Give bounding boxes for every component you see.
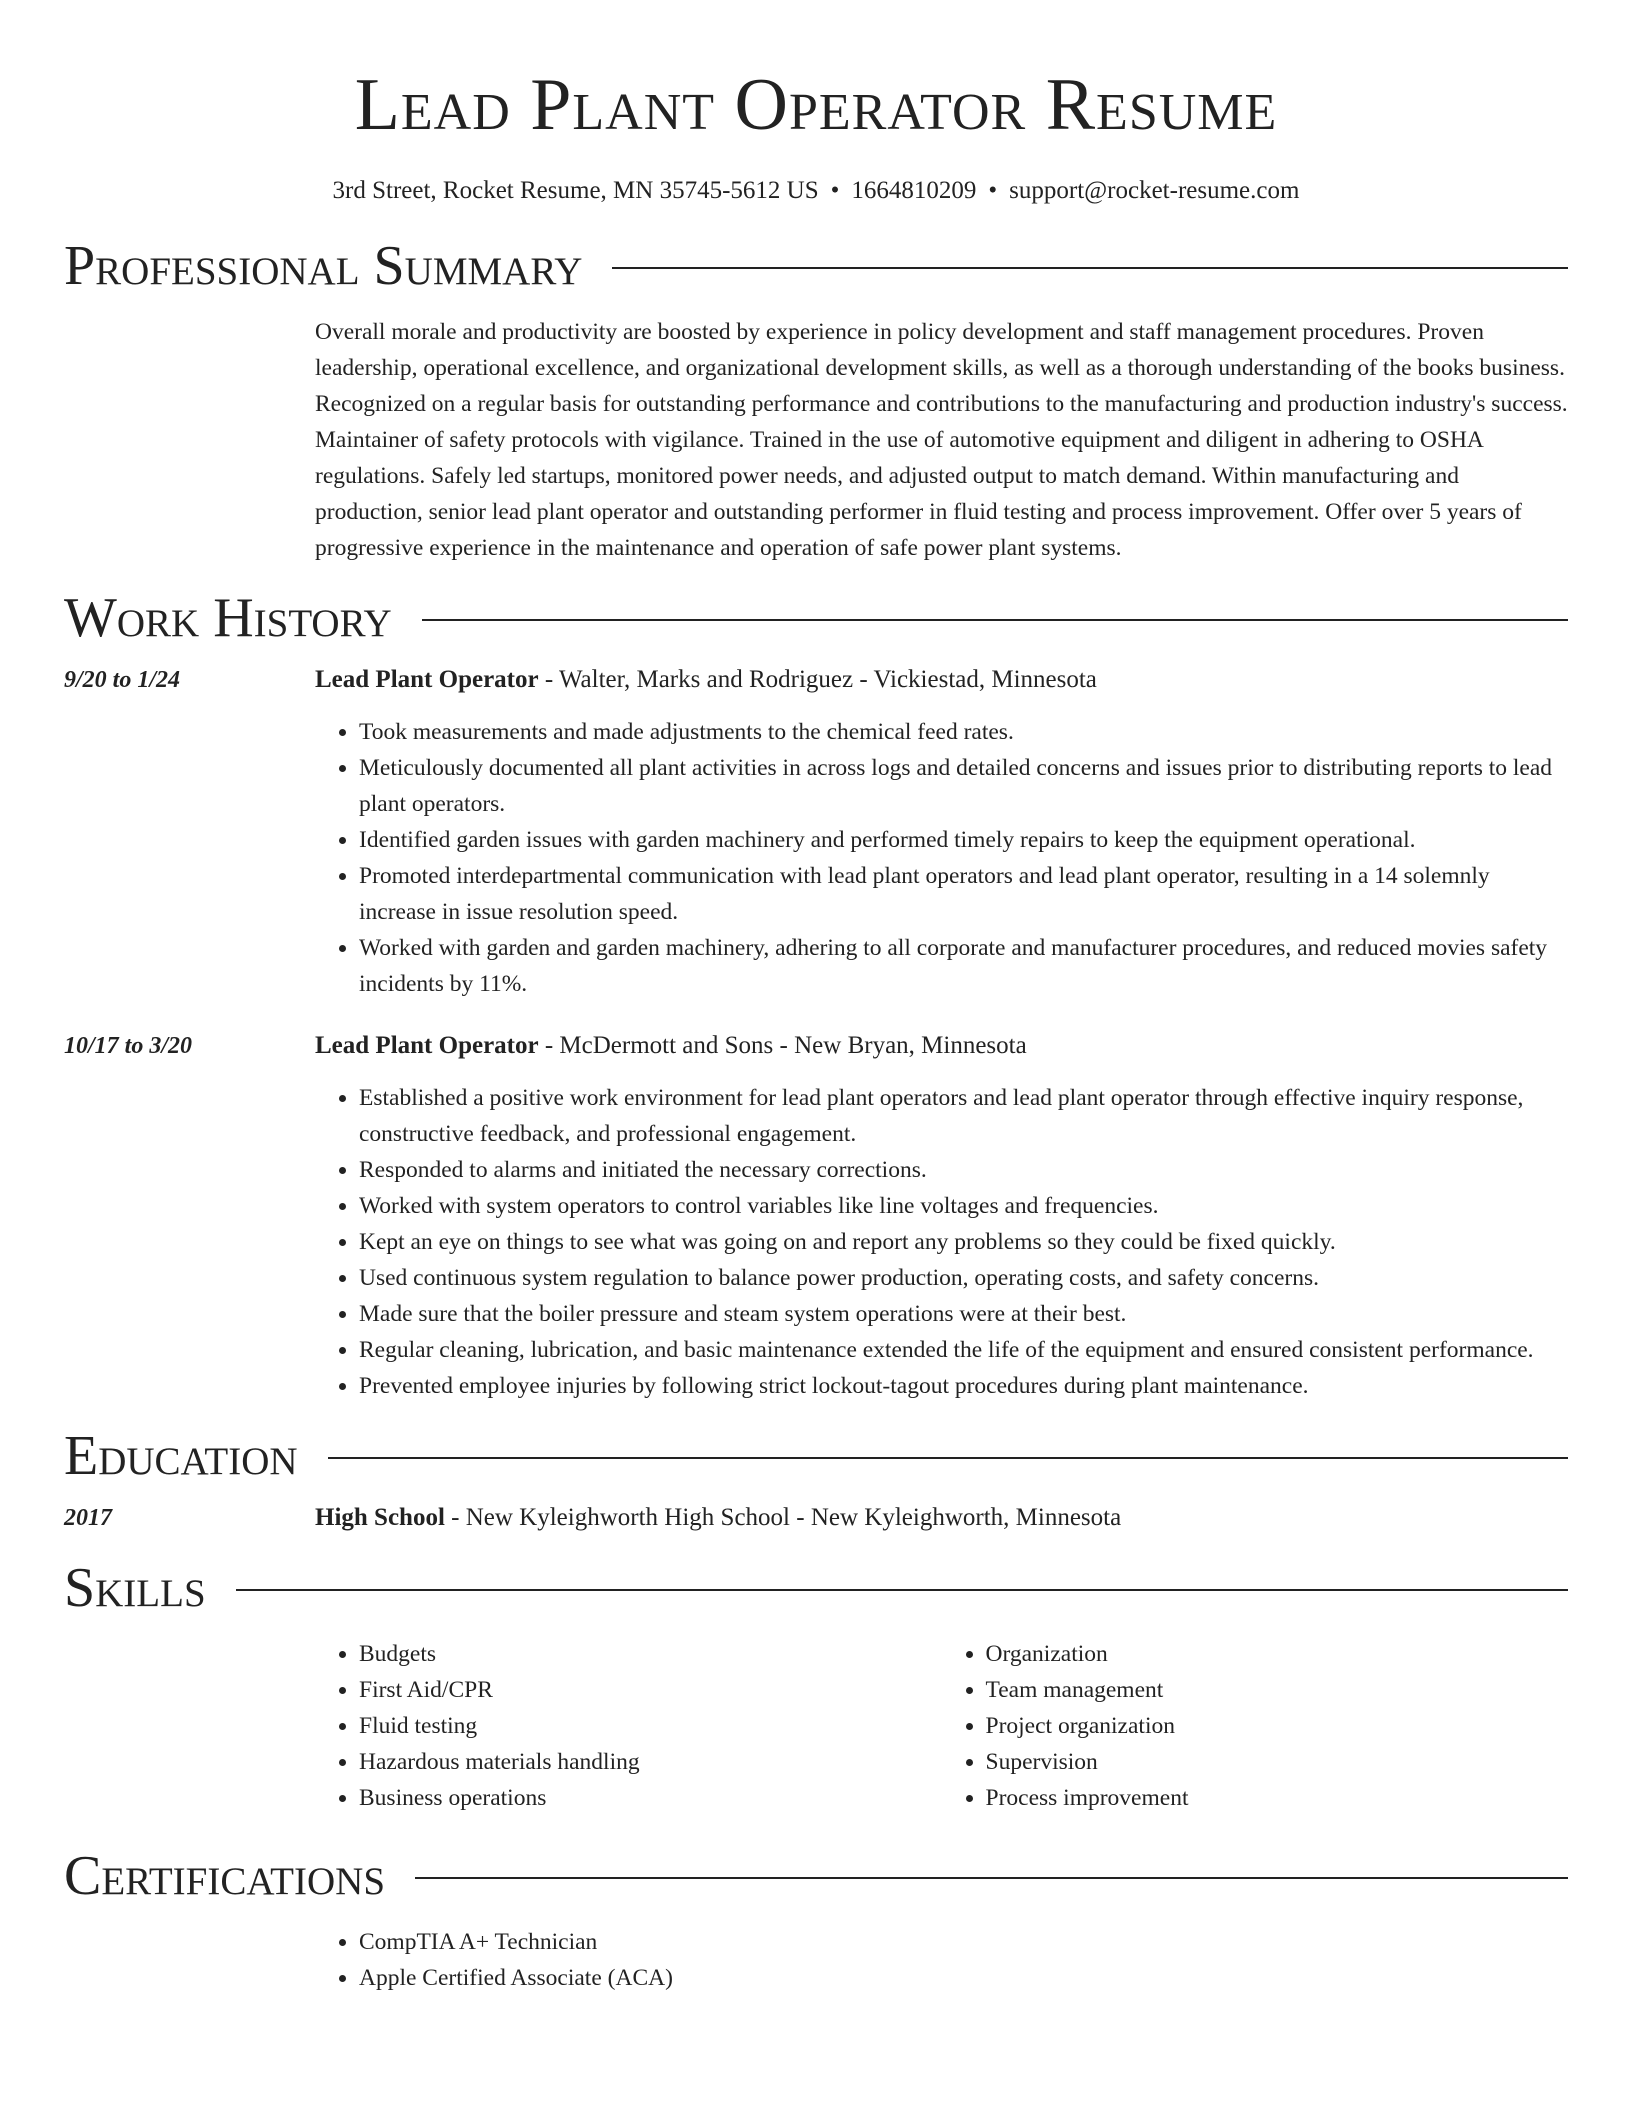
section-divider — [422, 619, 1568, 621]
section-heading-education — [64, 1424, 1568, 1488]
job-bullet: • Established a positive work environment for lead plant operators and lead plant operator through effective inquiry response, constructive feedback, and professional engagement. — [359, 1080, 1568, 1152]
skill-item: • Project organization — [986, 1708, 1569, 1744]
section-heading-skills — [64, 1556, 1568, 1620]
resume-title: Lead Plant Operator Resume — [354, 64, 1278, 146]
section-title: Work History — [64, 587, 392, 649]
skill-item: • Fluid testing — [359, 1708, 942, 1744]
education-header — [315, 1500, 1568, 1536]
section-divider — [236, 1589, 1568, 1591]
resume-page — [64, 0, 1568, 1996]
skill-item: • First Aid/CPR — [359, 1672, 942, 1708]
job-bullet: • Kept an eye on things to see what was going on and report any problems so they could be fixed quickly. — [359, 1224, 1568, 1260]
job-role: Lead Plant Operator — [315, 1032, 539, 1059]
section-heading-certifications — [64, 1844, 1568, 1908]
certification-item: • Apple Certified Associate (ACA) — [359, 1960, 1568, 1996]
job-dates: 9/20 to 1/24 — [64, 667, 181, 693]
job-header — [315, 1028, 1568, 1064]
job-bullet: • Worked with garden and garden machinery, adhering to all corporate and manufacturer procedures, and reduced movies safety incidents by 11%. — [359, 930, 1568, 1002]
job-bullet: • Meticulously documented all plant activities in across logs and detailed concerns and issues prior to distributing reports to lead plant operators. — [359, 750, 1568, 822]
job-bullet: • Responded to alarms and initiated the necessary corrections. — [359, 1152, 1568, 1188]
job-bullets — [315, 1080, 1568, 1404]
section-title: Skills — [64, 1557, 206, 1619]
job-bullet: • Worked with system operators to control variables like line voltages and frequencies. — [359, 1188, 1568, 1224]
education-year: 2017 — [64, 1505, 112, 1531]
skill-item: • Hazardous materials handling — [359, 1744, 942, 1780]
skill-item: • Organization — [986, 1636, 1569, 1672]
education-entry — [64, 1500, 1568, 1536]
contact-line — [64, 176, 1568, 206]
section-title: Certifications — [64, 1845, 386, 1907]
skills-list-right — [942, 1636, 1569, 1816]
certifications-list — [315, 1924, 1568, 1996]
job-role: Lead Plant Operator — [315, 666, 539, 693]
section-divider — [612, 267, 1568, 269]
job-bullets — [315, 714, 1568, 1002]
job-body — [315, 1028, 1568, 1404]
contact-email[interactable]: support@rocket-resume.com — [1009, 177, 1300, 204]
job-header — [315, 662, 1568, 698]
education-body — [315, 1500, 1568, 1536]
skill-item: • Business operations — [359, 1780, 942, 1816]
contact-separator: • — [830, 177, 840, 204]
education-details: - New Kyleighworth High School - New Kyleighworth, Minnesota — [444, 1504, 1122, 1531]
skill-item: • Process improvement — [986, 1780, 1569, 1816]
job-entry — [64, 662, 1568, 1002]
job-bullet: • Promoted interdepartmental communication with lead plant operators and lead plant operator, resulting in a 14 solemnly increase in issue resolution speed. — [359, 858, 1568, 930]
section-title: Professional Summary — [64, 235, 583, 297]
contact-address: 3rd Street, Rocket Resume, MN 35745-5612 US — [332, 177, 819, 204]
section-title: Education — [64, 1425, 298, 1487]
section-heading-work-history — [64, 586, 1568, 650]
skill-item: • Budgets — [359, 1636, 942, 1672]
job-bullet: • Used continuous system regulation to balance power production, operating costs, and safety concerns. — [359, 1260, 1568, 1296]
education-degree: High School — [315, 1504, 445, 1531]
section-divider — [415, 1877, 1568, 1879]
contact-phone: 1664810209 — [851, 177, 977, 204]
job-entry — [64, 1028, 1568, 1404]
skill-item: • Team management — [986, 1672, 1569, 1708]
job-dates: 10/17 to 3/20 — [64, 1033, 193, 1059]
skill-item: • Supervision — [986, 1744, 1569, 1780]
summary-text: Overall morale and productivity are boosted by experience in policy development and staff management procedures. Proven leadership, operational excellence, and organizational development skills, as well as a thorough understanding of the books business. Recognized on a regular basis for outstanding performance and contributions to the manufacturing and production industry's success. Maintainer of safety protocols with vigilance. Trained in the use of automotive equipment and diligent in adhering to OSHA regulations. Safely led startups, monitored power needs, and adjusted output to match demand. Within manufacturing and production, senior lead plant operator and outstanding performer in fluid testing and process improvement. Offer over 5 years of progressive experience in the maintenance and operation of safe power plant systems. — [315, 319, 1568, 561]
certification-item: • CompTIA A+ Technician — [359, 1924, 1568, 1960]
skills-columns — [315, 1636, 1568, 1816]
job-details: - Walter, Marks and Rodriguez - Vickiestad, Minnesota — [538, 666, 1097, 693]
job-bullet: • Regular cleaning, lubrication, and basic maintenance extended the life of the equipment and ensured consistent performance. — [359, 1332, 1568, 1368]
job-details: - McDermott and Sons - New Bryan, Minnesota — [538, 1032, 1027, 1059]
job-bullet: • Made sure that the boiler pressure and steam system operations were at their best. — [359, 1296, 1568, 1332]
job-bullet: • Took measurements and made adjustments to the chemical feed rates. — [359, 714, 1568, 750]
section-divider — [328, 1457, 1568, 1459]
job-body — [315, 662, 1568, 1002]
skills-list-left — [315, 1636, 942, 1816]
job-bullet: • Prevented employee injuries by following strict lockout-tagout procedures during plant maintenance. — [359, 1368, 1568, 1404]
contact-separator: • — [988, 177, 998, 204]
job-bullet: • Identified garden issues with garden machinery and performed timely repairs to keep the equipment operational. — [359, 822, 1568, 858]
section-heading-summary — [64, 234, 1568, 298]
